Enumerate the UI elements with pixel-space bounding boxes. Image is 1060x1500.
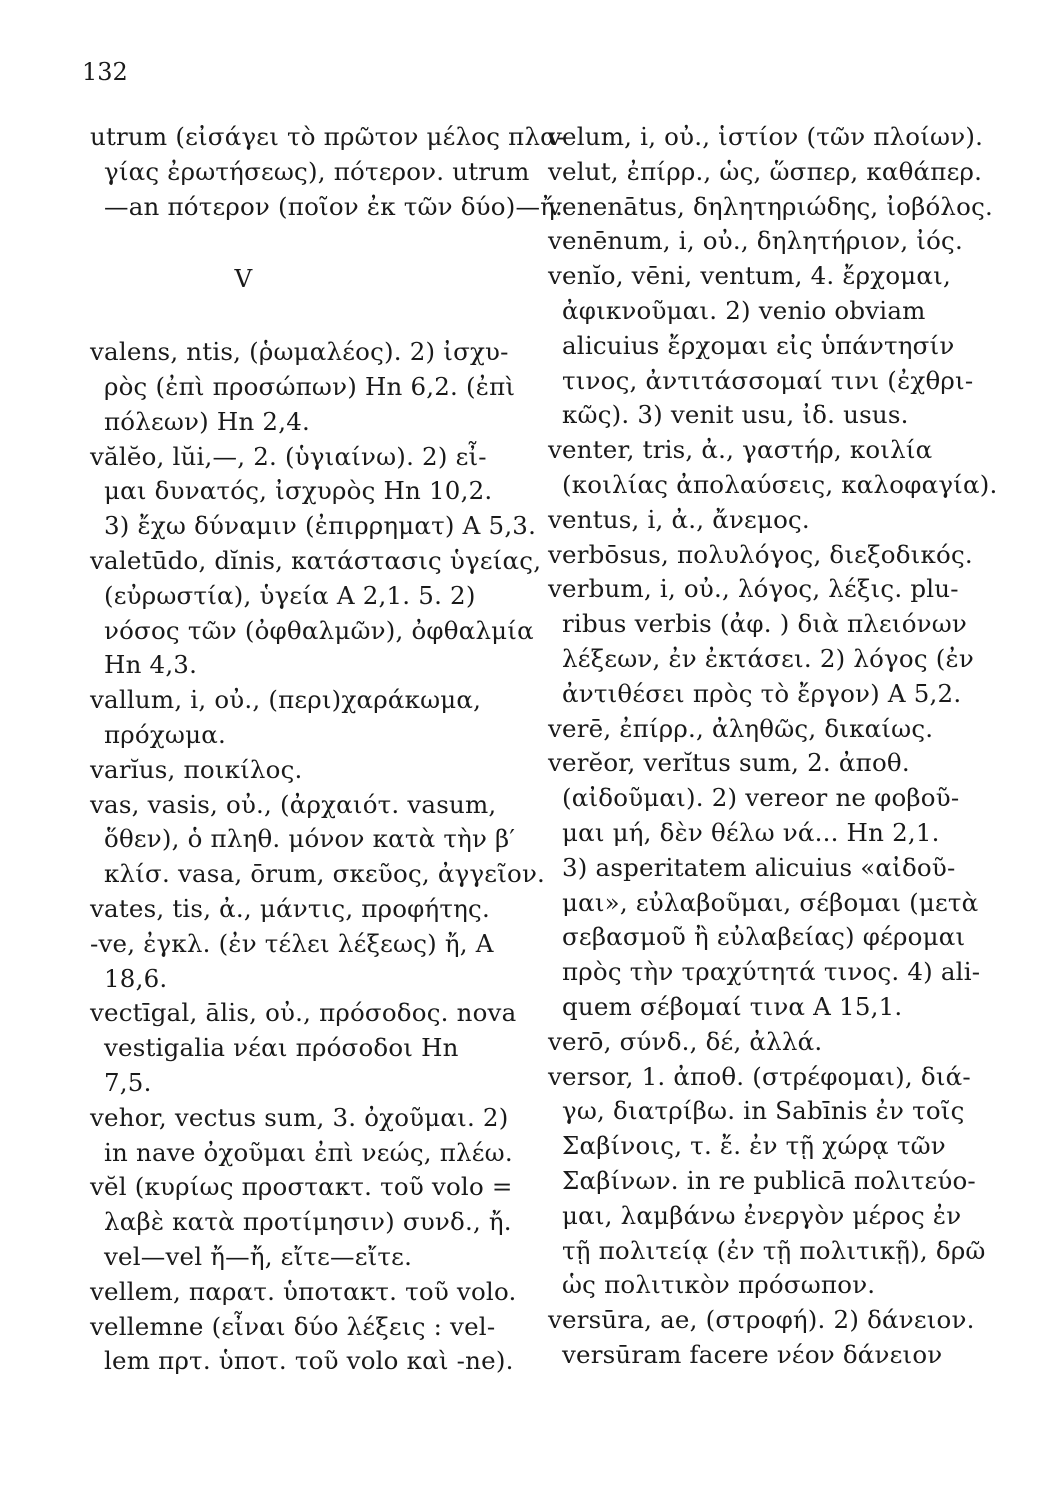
entry-line: vel—vel ἤ—ἤ, εἴτε—εἴτε. — [104, 1241, 413, 1271]
entry-line: venĭo, vēni, ventum, 4. ἔρχομαι, — [548, 261, 951, 291]
entry-line: νόσος τῶν (ὀφθαλμῶν), ὀφθαλμία — [104, 615, 534, 645]
entry-line: vectīgal, ālis, οὐ., πρόσοδος. nova — [90, 998, 517, 1028]
entry-line: πόλεων) Hn 2,4. — [104, 406, 310, 436]
section-spacer — [90, 297, 517, 335]
entry-line: versor, 1. ἀποθ. (στρέφομαι), διά- — [548, 1061, 971, 1091]
entry-line: ἀντιθέσει πρὸς τὸ ἔργον) A 5,2. — [562, 678, 962, 708]
entry-line: 18,6. — [104, 963, 168, 993]
entry-line: 3) ἔχω δύναμιν (ἐπιρρηματ) A 5,3. — [104, 511, 537, 541]
entry-line: valetūdo, dĭnis, κατάστασις ὑγείας, — [90, 545, 542, 575]
entry-line: verē, ἐπίρρ., ἀληθῶς, δικαίως. — [548, 713, 934, 743]
entry-line: in nave ὀχοῦμαι ἐπὶ νεώς, πλέω. — [104, 1137, 513, 1167]
entry-line: ἀφικνοῦμαι. 2) venio obviam — [562, 295, 926, 325]
entry-line: versūram facere νέον δάνειον — [562, 1339, 943, 1369]
entry-line: verō, σύνδ., δέ, ἀλλά. — [548, 1026, 823, 1056]
entry-line: τῇ πολιτείᾳ (ἐν τῇ πολιτικῇ), δρῶ — [562, 1235, 986, 1265]
entry-line: μαι δυνατός, ἰσχυρὸς Hn 10,2. — [104, 476, 493, 506]
entry-line: κῶς). 3) venit usu, ἰδ. usus. — [562, 400, 909, 430]
entry-line: μαι», εὐλαβοῦμαι, σέβομαι (μετὰ — [562, 887, 979, 917]
entry-line: quem σέβομαί τινα A 15,1. — [562, 991, 903, 1021]
left-column — [90, 120, 566, 1379]
entry-line: Σαβίνοις, τ. ἔ. ἐν τῇ χώρᾳ τῶν — [562, 1131, 946, 1161]
entry-line: γίας ἐρωτήσεως), πότερον. utrum — [104, 156, 530, 186]
entry-line: (αἰδοῦμαι). 2) vereor ne φοβοῦ- — [562, 783, 960, 813]
page-number: 132 — [82, 58, 128, 86]
entry-line: ventus, i, ἀ., ἄνεμος. — [548, 504, 810, 534]
entry-line: μαι, λαμβάνω ἐνεργὸν μέρος ἐν — [562, 1200, 962, 1230]
right-column — [548, 120, 998, 1373]
section-heading-letter: V — [234, 264, 253, 294]
entry-line: ὅθεν), ὁ πληθ. μόνον κατὰ τὴν β′ — [104, 824, 516, 854]
entry-line: ribus verbis (ἀφ. ) διὰ πλειόνων — [562, 609, 968, 639]
section-spacer — [90, 224, 517, 262]
entry-line: velum, i, οὐ., ἱστίον (τῶν πλοίων). — [548, 122, 984, 151]
entry-line: (κοιλίας ἀπολαύσεις, καλοφαγία). — [562, 469, 998, 499]
entry-line: τινος, ἀντιτάσσομαί τινι (ἐχθρι- — [562, 365, 974, 395]
entry-line: 3) asperitatem alicuius «αἰδοῦ- — [562, 852, 956, 882]
entry-line: vălĕo, lŭi,—, 2. (ὑγιαίνω). 2) εἶ- — [90, 441, 487, 471]
entry-line: —an πότερον (ποῖον ἐκ τῶν δύο)—ἤ. — [104, 191, 564, 221]
entry-line: Σαβίνων. in re publicā πολιτεύο- — [562, 1165, 976, 1195]
entry-line: vellemne (εἶναι δύο λέξεις : vel- — [90, 1311, 496, 1341]
entry-line: vates, tis, ἀ., μάντις, προφήτης. — [90, 893, 490, 923]
entry-line: venēnum, i, οὐ., δηλητήριον, ἰός. — [548, 226, 963, 256]
entry-line: verbum, i, οὐ., λόγος, λέξις. plu- — [548, 574, 959, 604]
entry-line: Hn 4,3. — [104, 650, 198, 680]
entry-line: vellem, παρατ. ὑποτακτ. τοῦ volo. — [90, 1276, 517, 1306]
entry-line: vas, vasis, οὐ., (ἀρχαιότ. vasum, — [90, 789, 497, 819]
entry-line: vĕl (κυρίως προστακτ. τοῦ volo = — [90, 1172, 513, 1202]
entry-line: velut, ἐπίρρ., ὡς, ὥσπερ, καθάπερ. — [548, 156, 983, 186]
entry-line: verbōsus, πολυλόγος, διεξοδικός. — [548, 539, 973, 569]
entry-line: vallum, i, οὐ., (περι)χαράκωμα, — [90, 685, 482, 715]
entry-line: πρὸς τὴν τραχύτητά τινος. 4) ali- — [562, 957, 981, 987]
entry-line: vehor, vectus sum, 3. ὀχοῦμαι. 2) — [90, 1102, 509, 1132]
entry-line: ρὸς (ἐπὶ προσώπων) Hn 6,2. (ἐπὶ — [104, 371, 516, 401]
entry-line: varĭus, ποικίλος. — [90, 754, 303, 784]
entry-line: πρόχωμα. — [104, 719, 226, 749]
entry-line: -ve, ἐγκλ. (ἐν τέλει λέξεως) ἤ, A — [90, 928, 494, 958]
entry-line: ὡς πολιτικὸν πρόσωπον. — [562, 1270, 876, 1300]
entry-line: γω, διατρίβω. in Sabīnis ἐν τοῖς — [562, 1096, 965, 1126]
entry-line: σεβασμοῦ ἢ εὐλαβείας) φέρομαι — [562, 922, 966, 952]
entry-line: (εὐρωστία), ὑγεία A 2,1. 5. 2) — [104, 580, 476, 610]
entry-line: 7,5. — [104, 1067, 152, 1097]
entry-line: lem πρτ. ὑποτ. τοῦ volo καὶ -ne). — [104, 1346, 514, 1376]
entry-line: λέξεων, ἐν ἐκτάσει. 2) λόγος (ἐν — [562, 643, 974, 673]
entry-line: utrum (εἰσάγει τὸ πρῶτον μέλος πλα- — [90, 122, 566, 151]
entry-line: alicuius ἔρχομαι εἰς ὑπάντησίν — [562, 330, 955, 360]
entry-line: valens, ntis, (ῥωμαλέος). 2) ἰσχυ- — [90, 337, 509, 367]
entry-line: venter, tris, ἀ., γαστήρ, κοιλία — [548, 435, 933, 465]
entry-line: λαβὲ κατὰ προτίμησιν) συνδ., ἤ. — [104, 1207, 512, 1237]
entry-line: μαι μή, δὲν θέλω νά... Hn 2,1. — [562, 817, 940, 847]
entry-line: κλίσ. vasa, ōrum, σκεῦος, ἀγγεῖον. — [104, 859, 546, 889]
entry-line: venenātus, δηλητηριώδης, ἰοβόλος. — [548, 191, 994, 221]
entry-line: versūra, ae, (στροφή). 2) δάνειον. — [548, 1305, 975, 1335]
entry-line: vestigalia νέαι πρόσοδοι Hn — [104, 1033, 459, 1063]
entry-line: verĕor, verĭtus sum, 2. ἀποθ. — [548, 748, 910, 778]
